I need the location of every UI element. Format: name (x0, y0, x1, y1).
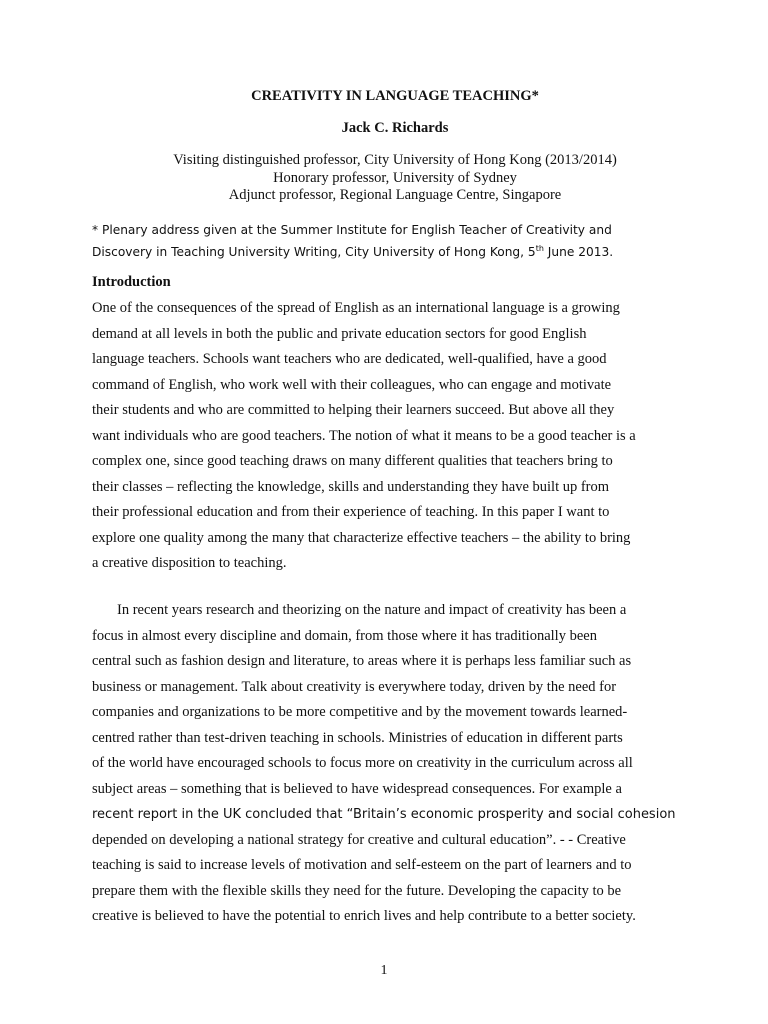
paragraph-line: creative is believed to have the potential to enrich lives and help contribute to a better society. (92, 908, 636, 924)
paragraph-line: In recent years research and theorizing on the nature and impact of creativity has been a (117, 602, 627, 618)
paragraph-line: of the world have encouraged schools to focus more on creativity in the curriculum across all (92, 755, 633, 771)
paragraph-line: a creative disposition to teaching. (92, 555, 287, 571)
affiliation-line: Adjunct professor, Regional Language Centre, Singapore (228, 187, 562, 203)
paragraph-line: complex one, since good teaching draws on many different qualities that teachers bring to (92, 453, 613, 469)
section-heading: Introduction (92, 274, 171, 290)
paragraph-line: demand at all levels in both the public and private education sectors for good English (92, 325, 587, 342)
paragraph-line: explore one quality among the many that characterize effective teachers – the ability to bring (92, 529, 631, 546)
paragraph-line: companies and organizations to be more competitive and by the movement towards learned- (92, 704, 628, 720)
paragraph-line: their classes – reflecting the knowledge, skills and understanding they have built up from (92, 478, 610, 495)
footnote-superscript: th (535, 244, 544, 253)
footnote-line (92, 241, 712, 263)
paragraph-line: business or management. Talk about creativity is everywhere today, driven by the need for (92, 678, 617, 695)
author-affiliations (0, 152, 768, 205)
paragraph-line: command of English, who work well with their colleagues, who can engage and motivate (92, 376, 612, 393)
affiliation-line: Honorary professor, University of Sydney (273, 169, 517, 186)
paragraph-line: centred rather than test-driven teaching in schools. Ministries of education in different parts (92, 729, 623, 746)
paragraph-line: recent report in the UK concluded that “Britain’s economic prosperity and social cohesion (92, 807, 676, 822)
paragraph-line: their professional education and from their experience of teaching. In this paper I want to (92, 504, 610, 520)
page-number: 1 (380, 963, 388, 978)
paper-title: CREATIVITY IN LANGUAGE TEACHING* (251, 88, 539, 104)
paragraph-line: want individuals who are good teachers. The notion of what it means to be a good teacher is a (92, 427, 636, 444)
footnote-text: Discovery in Teaching University Writing, City University of Hong Kong, 5 (92, 245, 536, 259)
footnote-text: June 2013. (543, 245, 614, 259)
paragraph-line: central such as fashion design and literature, to areas where it is perhaps less familiar such as (92, 653, 632, 669)
footnote-line: * Plenary address given at the Summer Institute for English Teacher of Creativity and (92, 223, 612, 237)
paragraph-line: One of the consequences of the spread of English as an international language is a growing (92, 300, 620, 316)
introduction-paragraph-2 (92, 598, 692, 930)
paragraph-line: language teachers. Schools want teachers who are dedicated, well-qualified, have a good (92, 351, 607, 367)
paper-author: Jack C. Richards (341, 120, 449, 136)
paragraph-line: prepare them with the flexible skills they need for the future. Developing the capacity to be (92, 882, 622, 899)
paragraph-line: depended on developing a national strategy for creative and cultural education”. - - Creative (92, 831, 626, 848)
affiliation-line: Visiting distinguished professor, City University of Hong Kong (2013/2014) (173, 152, 617, 168)
paragraph-line: teaching is said to increase levels of motivation and self-esteem on the part of learners and to (92, 857, 632, 873)
introduction-paragraph-1 (92, 296, 692, 577)
paragraph-line: focus in almost every discipline and domain, from those where it has traditionally been (92, 627, 597, 644)
plenary-footnote (92, 219, 712, 263)
paragraph-line: subject areas – something that is believed to have widespread consequences. For example a (92, 780, 622, 797)
paragraph-line: their students and who are committed to helping their learners succeed. But above all they (92, 402, 615, 418)
